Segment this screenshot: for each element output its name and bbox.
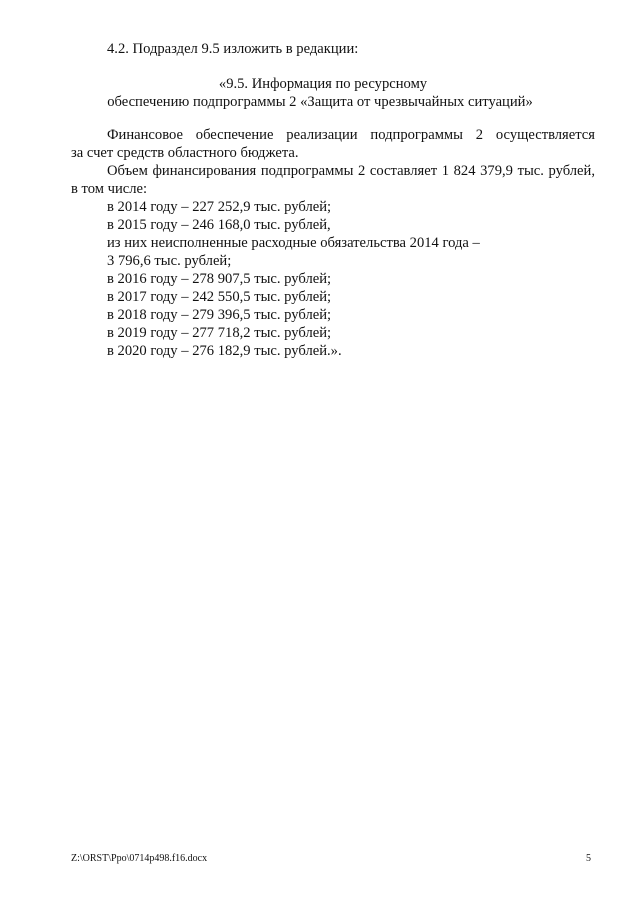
funding-line: 3 796,6 тыс. рублей; <box>107 253 232 269</box>
paragraph-1-line-1: Финансовое обеспечение реализации подпрограммы 2 осуществляется <box>107 127 595 143</box>
paragraph-2-line-2: в том числе: <box>71 181 148 197</box>
funding-line: в 2017 году – 242 550,5 тыс. рублей; <box>107 289 332 305</box>
paragraph-1-line-2: за счет средств областного бюджета. <box>71 145 299 161</box>
paragraph-2-line-1: Объем финансирования подпрограммы 2 составляет 1 824 379,9 тыс. рублей, <box>107 163 595 179</box>
footer-file-path: Z:\ORST\Ppo\0714p498.f16.docx <box>71 853 208 864</box>
funding-line: в 2014 году – 227 252,9 тыс. рублей; <box>107 199 332 215</box>
funding-line: в 2019 году – 277 718,2 тыс. рублей; <box>107 325 332 341</box>
funding-line: в 2020 году – 276 182,9 тыс. рублей.». <box>107 343 342 359</box>
funding-line: в 2016 году – 278 907,5 тыс. рублей; <box>107 271 332 287</box>
page-number: 5 <box>586 853 591 864</box>
funding-line: в 2018 году – 279 396,5 тыс. рублей; <box>107 307 332 323</box>
section-heading-line-1: «9.5. Информация по ресурсному <box>218 76 428 92</box>
intro-line: 4.2. Подраздел 9.5 изложить в редакции: <box>107 41 359 57</box>
section-heading-line-2: обеспечению подпрограммы 2 «Защита от чрезвычайных ситуаций» <box>107 94 533 110</box>
funding-line: в 2015 году – 246 168,0 тыс. рублей, <box>107 217 331 233</box>
funding-line: из них неисполненные расходные обязательства 2014 года – <box>107 235 480 251</box>
